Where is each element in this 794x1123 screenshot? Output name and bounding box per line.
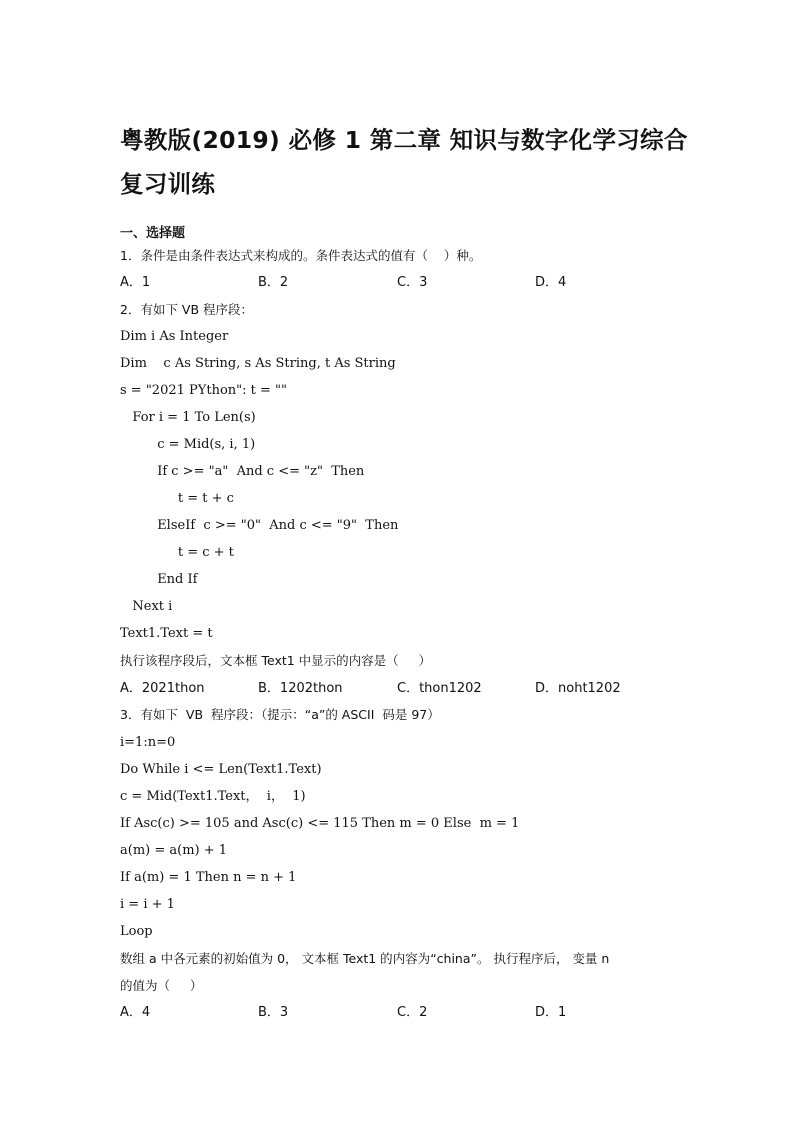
q2-code-line: Text1.Text = t	[120, 626, 213, 641]
q3-question-line-2: 的值为（ ）	[120, 978, 203, 993]
q3-code-line: c = Mid(Text1.Text， i， 1)	[120, 789, 306, 804]
q3-question-line-1: 数组 a 中各元素的初始值为 0， 文本框 Text1 的内容为“china”。 执行程序后， 变量 n	[120, 951, 610, 966]
q3-code-line: a(m) = a(m) + 1	[120, 843, 228, 858]
document-title	[120, 118, 690, 206]
q3-code-line: Do While i <= Len(Text1.Text)	[120, 762, 322, 777]
q3-code-line: If Asc(c) >= 105 and Asc(c) <= 115 Then m = 0 Else m = 1	[120, 816, 520, 831]
title-line-1: 粤教版(2019) 必修 1 第二章 知识与数字化学习综合	[120, 126, 688, 154]
q3-option-b: B．3	[258, 1005, 289, 1020]
section-heading: 一、选择题	[120, 226, 186, 241]
q1-option-b: B．2	[258, 275, 289, 290]
q2-code-line: t = t + c	[120, 491, 234, 506]
q2-code-line: s = "2021 PYthon": t = ""	[120, 383, 287, 398]
q1-option-a: A．1	[120, 275, 151, 290]
q2-option-a: A．2021thon	[120, 681, 205, 696]
title-line-2: 复习训练	[120, 170, 216, 198]
q2-option-c: C．thon1202	[397, 681, 482, 696]
q2-code-line: c = Mid(s, i, 1)	[120, 437, 256, 452]
q2-code-line: Next i	[120, 599, 173, 614]
q2-code-line: Dim c As String, s As String, t As String	[120, 356, 396, 371]
q1-option-c: C．3	[397, 275, 428, 290]
q2-stem: 2．有如下 VB 程序段：	[120, 302, 254, 317]
q2-code-line: Dim i As Integer	[120, 329, 229, 344]
q2-option-d: D．noht1202	[535, 681, 621, 696]
q3-option-d: D．1	[535, 1005, 567, 1020]
q2-code-line: End If	[120, 572, 198, 587]
q1-stem: 1．条件是由条件表达式来构成的。条件表达式的值有（ ）种。	[120, 248, 482, 263]
q2-code-line: ElseIf c >= "0" And c <= "9" Then	[120, 518, 399, 533]
q2-code-line: If c >= "a" And c <= "z" Then	[120, 464, 365, 479]
q3-code-line: Loop	[120, 924, 153, 939]
q2-code-line: For i = 1 To Len(s)	[120, 410, 256, 425]
q3-option-a: A．4	[120, 1005, 151, 1020]
q2-question: 执行该程序段后，文本框 Text1 中显示的内容是（ ）	[120, 653, 432, 668]
q2-code-line: t = c + t	[120, 545, 234, 560]
q3-code-line: If a(m) = 1 Then n = n + 1	[120, 870, 297, 885]
q3-code-line: i = i + 1	[120, 897, 175, 912]
q3-option-c: C．2	[397, 1005, 428, 1020]
q2-option-b: B．1202thon	[258, 681, 343, 696]
q3-stem: 3．有如下 VB 程序段：（提示：“a”的 ASCII 码是 97）	[120, 707, 440, 722]
q3-code-line: i=1:n=0	[120, 735, 176, 750]
q1-option-d: D．4	[535, 275, 567, 290]
